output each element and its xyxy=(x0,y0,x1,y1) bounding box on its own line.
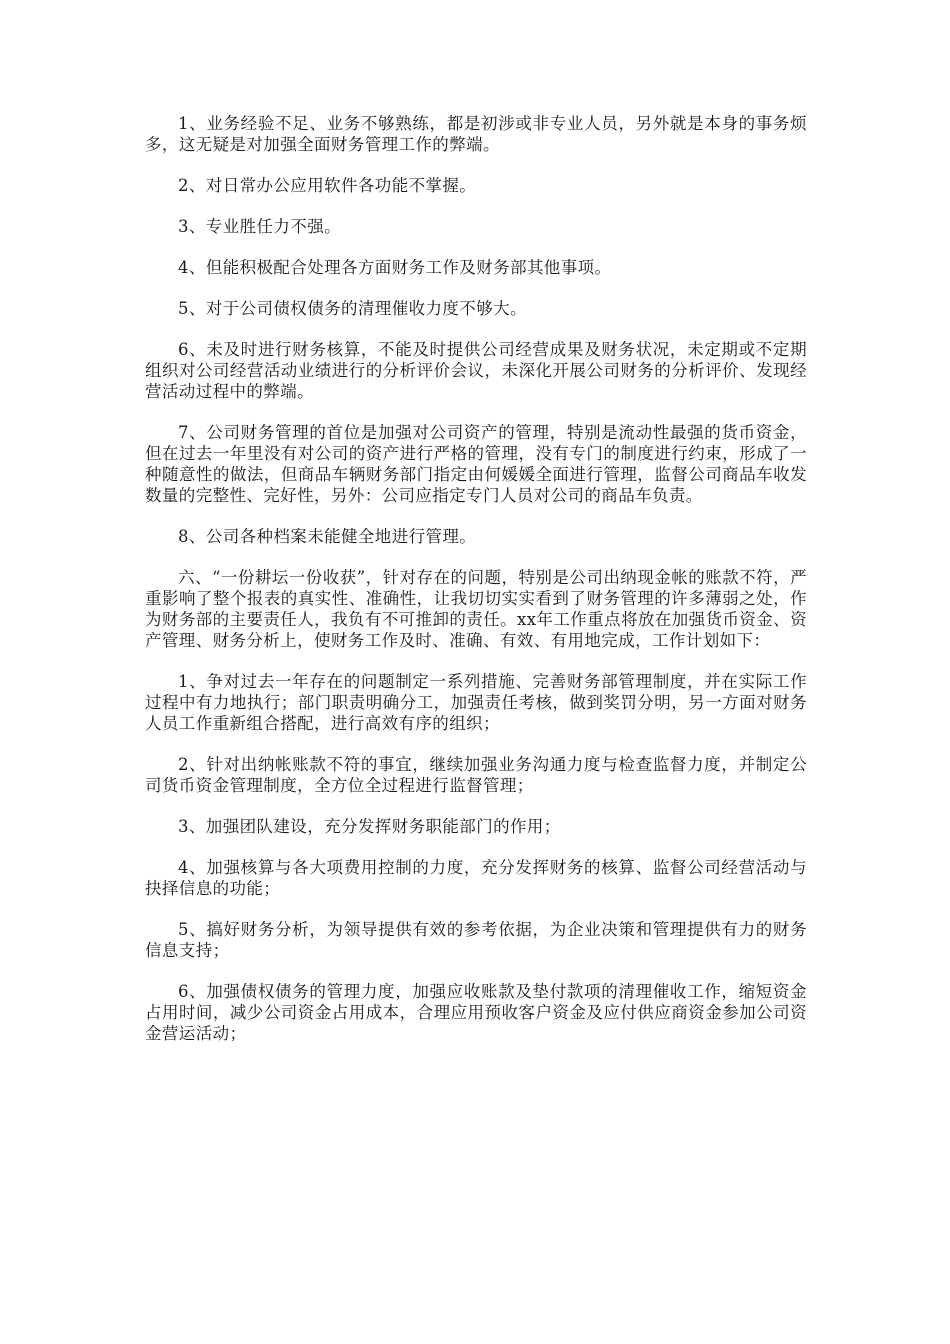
paragraph-5: 5、对于公司债权债务的清理催收力度不够大。 xyxy=(178,299,527,318)
paragraph-3: 3、专业胜任力不强。 xyxy=(178,217,341,236)
paragraph-6: 6、未及时进行财务核算，不能及时提供公司经营成果及财务状况，未定期或不定期组织对公司经营活动业绩进行的分析评价会议，未深化开展公司财务的分析评价、发现经营活动过程中的弊端。 xyxy=(145,340,807,401)
paragraph-4: 4、但能积极配合处理各方面财务工作及财务部其他事项。 xyxy=(178,258,612,277)
paragraph-7: 7、公司财务管理的首位是加强对公司资产的管理，特别是流动性最强的货币资金，但在过去一年里没有对公司的资产进行严格的管理，没有专门的制度进行约束，形成了一种随意性的做法，但商品车辆财务部门指定由何媛媛全面进行管理，监督公司商品车收发数量的完整性、完好性，另外：公司应指定专门人员对公司的商品车负责。 xyxy=(145,423,807,505)
document-body xyxy=(145,113,807,1064)
paragraph-2: 2、对日常办公应用软件各功能不掌握。 xyxy=(178,176,477,195)
plan-item-1: 1、争对过去一年存在的问题制定一系列措施、完善财务部管理制度，并在实际工作过程中有力地执行；部门职责明确分工，加强责任考核，做到奖罚分明，另一方面对财务人员工作重新组合搭配，进行高效有序的组织； xyxy=(145,672,807,733)
paragraph-8: 8、公司各种档案未能健全地进行管理。 xyxy=(178,527,477,546)
plan-item-6: 6、加强债权债务的管理力度，加强应收账款及垫付款项的清理催收工作，缩短资金占用时间，减少公司资金占用成本，合理应用预收客户资金及应付供应商资金参加公司资金营运活动； xyxy=(145,982,807,1043)
paragraph-1: 1、业务经验不足、业务不够熟练，都是初涉或非专业人员，另外就是本身的事务烦多，这无疑是对加强全面财务管理工作的弊端。 xyxy=(145,114,807,154)
plan-item-4: 4、加强核算与各大项费用控制的力度，充分发挥财务的核算、监督公司经营活动与抉择信息的功能； xyxy=(145,858,807,898)
plan-item-2: 2、针对出纳帐账款不符的事宜，继续加强业务沟通力度与检查监督力度，并制定公司货币资金管理制度，全方位全过程进行监督管理； xyxy=(145,755,807,795)
plan-item-3: 3、加强团队建设，充分发挥财务职能部门的作用； xyxy=(178,817,561,836)
plan-item-5: 5、搞好财务分析，为领导提供有效的参考依据，为企业决策和管理提供有力的财务信息支持； xyxy=(145,920,807,960)
section-six-paragraph: 六、“一份耕坛一份收获”，针对存在的问题，特别是公司出纳现金帐的账款不符，严重影响了整个报表的真实性、准确性，让我切切实实看到了财务管理的许多薄弱之处，作为财务部的主要责任人，我负有不可推卸的责任。xx年工作重点将放在加强货币资金、资产管理、财务分析上，使财务工作及时、准确、有效、有用地完成，工作计划如下： xyxy=(145,568,807,650)
